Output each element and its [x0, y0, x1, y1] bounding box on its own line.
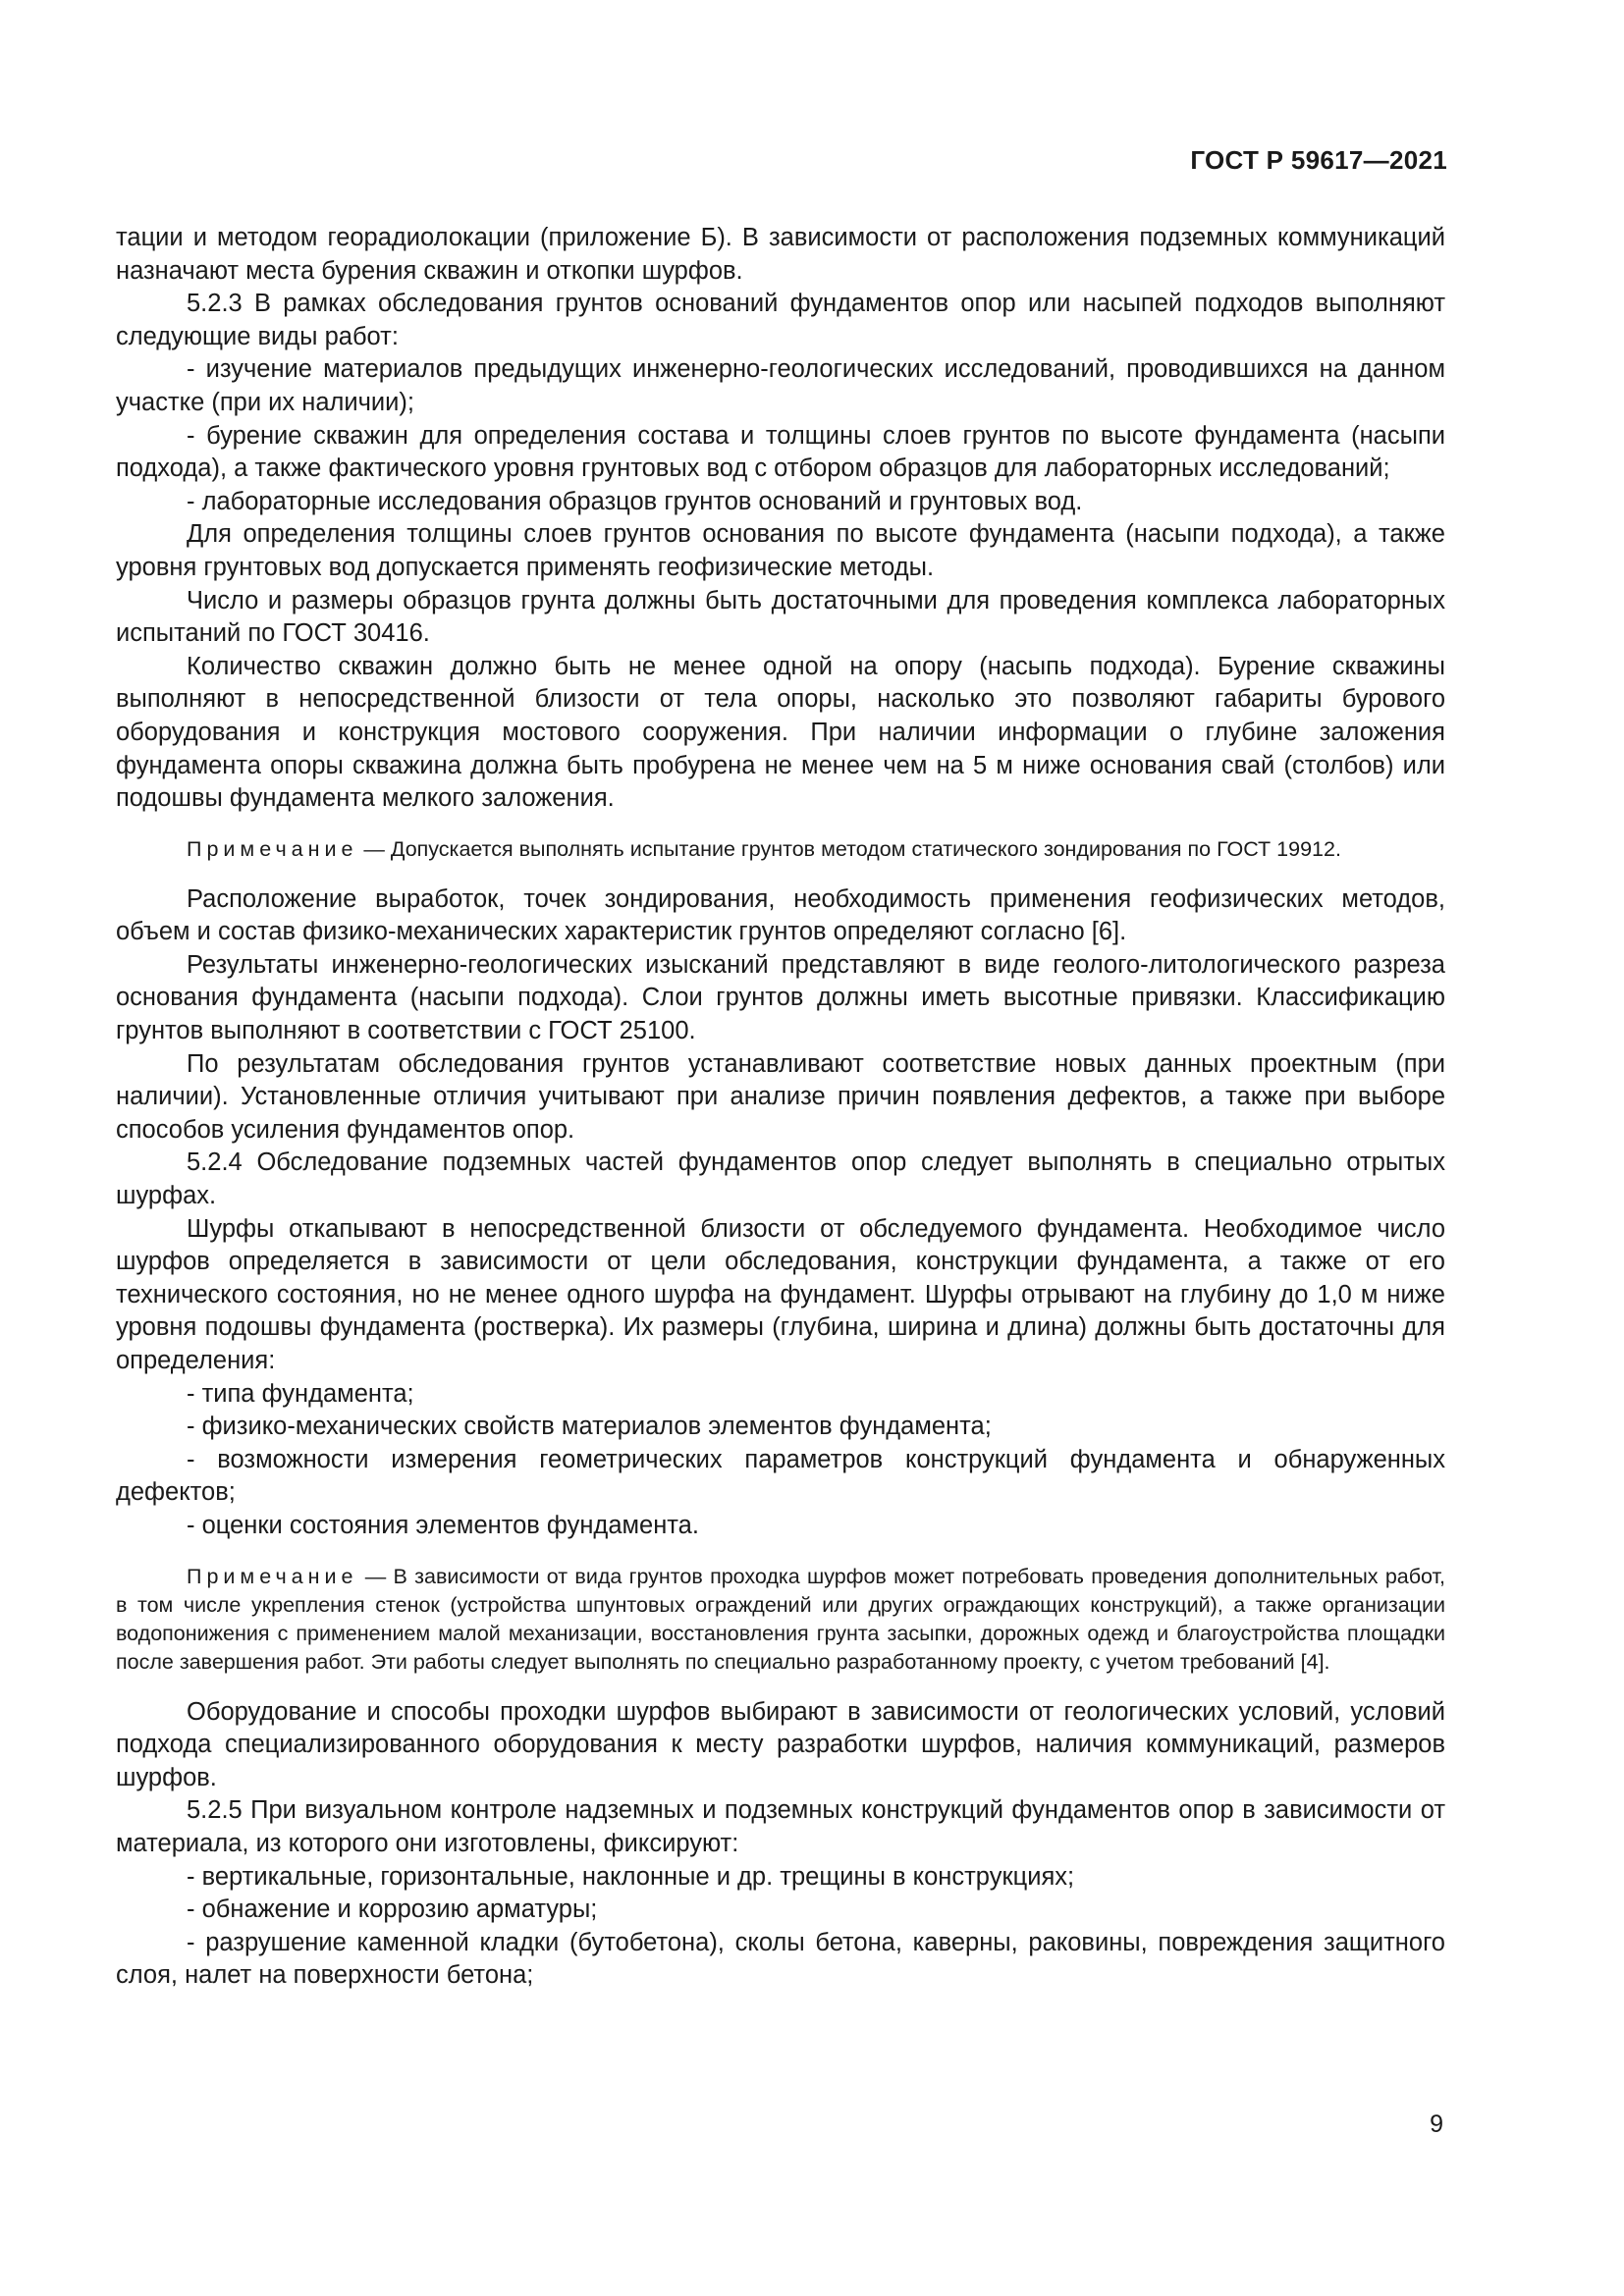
page-number: 9: [1430, 2110, 1443, 2138]
paragraph: 5.2.4 Обследование подземных частей фундаментов опор следует выполнять в специально отрытых шурфах.: [116, 1148, 1445, 1210]
paragraph: 5.2.5 При визуальном контроле надземных и подземных конструкций фундаментов опор в зависимости от материала, из которого они изготовлены, фиксируют:: [116, 1796, 1445, 1857]
note-text: — Допускается выполнять испытание грунтов методом статического зондирования по ГОСТ 19912.: [357, 836, 1341, 861]
paragraph: Шурфы откапывают в непосредственной близости от обследуемого фундамента. Необходимое число шурфов определяется в зависимости от цели обследования, конструкции фундамента, а также от его технического состояния, но не менее одного шурфа на фундамент. Шурфы отрывают на глубину до 1,0 м ниже уровня подошвы фундамента (ростверка). Их размеры (глубина, ширина и длина) должны быть достаточны для определения:: [116, 1214, 1445, 1374]
note: [116, 1563, 1445, 1677]
document-id-header: ГОСТ Р 59617—2021: [1190, 145, 1447, 175]
paragraph: Результаты инженерно-геологических изысканий представляют в виде геолого-литологического разреза основания фундамента (насыпи подхода). Слои грунтов должны иметь высотные привязки. Классификацию грунтов выполняют в соответствии с ГОСТ 25100.: [116, 950, 1445, 1045]
paragraph: Расположение выработок, точек зондирования, необходимость применения геофизических методов, объем и состав физико-механических характеристик грунтов определяют согласно [6].: [116, 884, 1445, 946]
list-item: - типа фундамента;: [187, 1379, 414, 1408]
note-text: — В зависимости от вида грунтов проходка шурфов может потребовать проведения дополнительных работ, в том числе укрепления стенок (устройства шпунтовых ограждений или других ограждающих конструкций), а также организации водопонижения с применением малой механизации, восстановления грунта засыпки, дорожных одежд и благоустройства площадки после завершения работ. Эти работы следует выполнять по специально разработанному проекту, с учетом требований [4].: [116, 1564, 1445, 1674]
list-item: - изучение материалов предыдущих инженерно-геологических исследований, проводившихся на данном участке (при их наличии);: [116, 355, 1445, 416]
list-item: - оценки состояния элементов фундамента.: [187, 1511, 699, 1539]
list-item: - физико-механических свойств материалов элементов фундамента;: [187, 1413, 992, 1441]
paragraph: Оборудование и способы проходки шурфов выбирают в зависимости от геологических условий, условий подхода специализированного оборудования к месту разработки шурфов, наличия коммуникаций, размеров шурфов.: [116, 1697, 1445, 1791]
paragraph: По результатам обследования грунтов устанавливают соответствие новых данных проектным (при наличии). Установленные отличия учитывают при анализе причин появления дефектов, а также при выборе способов усиления фундаментов опор.: [116, 1049, 1445, 1144]
list-item: - лабораторные исследования образцов грунтов оснований и грунтовых вод.: [187, 487, 1083, 515]
paragraph: Число и размеры образцов грунта должны быть достаточными для проведения комплекса лабораторных испытаний по ГОСТ 30416.: [116, 586, 1445, 648]
note: [116, 835, 1445, 864]
paragraph: Количество скважин должно быть не менее одной на опору (насыпь подхода). Бурение скважины выполняют в непосредственной близости от тела опоры, насколько это позволяют габариты бурового оборудования и конструкция мостового сооружения. При наличии информации о глубине заложения фундамента опоры скважина должна быть пробурена не менее чем на 5 м ниже основания свай (столбов) или подошвы фундамента мелкого заложения.: [116, 652, 1445, 813]
paragraph: 5.2.3 В рамках обследования грунтов оснований фундаментов опор или насыпей подходов выполняют следующие виды работ:: [116, 290, 1445, 350]
paragraph: Для определения толщины слоев грунтов основания по высоте фундамента (насыпи подхода), а также уровня грунтовых вод допускается применять геофизические методы.: [116, 520, 1445, 581]
list-item: - обнажение и коррозию арматуры;: [187, 1896, 598, 1924]
list-item: - возможности измерения геометрических параметров конструкций фундамента и обнаруженных дефектов;: [116, 1445, 1445, 1507]
list-item: - вертикальные, горизонтальные, наклонные и др. трещины в конструкциях;: [187, 1862, 1075, 1891]
paragraph: тации и методом георадиолокации (приложение Б). В зависимости от расположения подземных коммуникаций назначают места бурения скважин и откопки шурфов.: [116, 224, 1445, 285]
document-body: [116, 222, 1445, 1993]
list-item: - разрушение каменной кладки (бутобетона), сколы бетона, каверны, раковины, повреждения защитного слоя, налет на поверхности бетона;: [116, 1928, 1445, 1990]
note-label: Примечание: [187, 1564, 358, 1588]
list-item: - бурение скважин для определения состава и толщины слоев грунтов по высоте фундамента (насыпи подхода), а также фактического уровня грунтовых вод с отбором образцов для лабораторных исследований;: [116, 421, 1445, 483]
note-label: Примечание: [187, 836, 358, 861]
